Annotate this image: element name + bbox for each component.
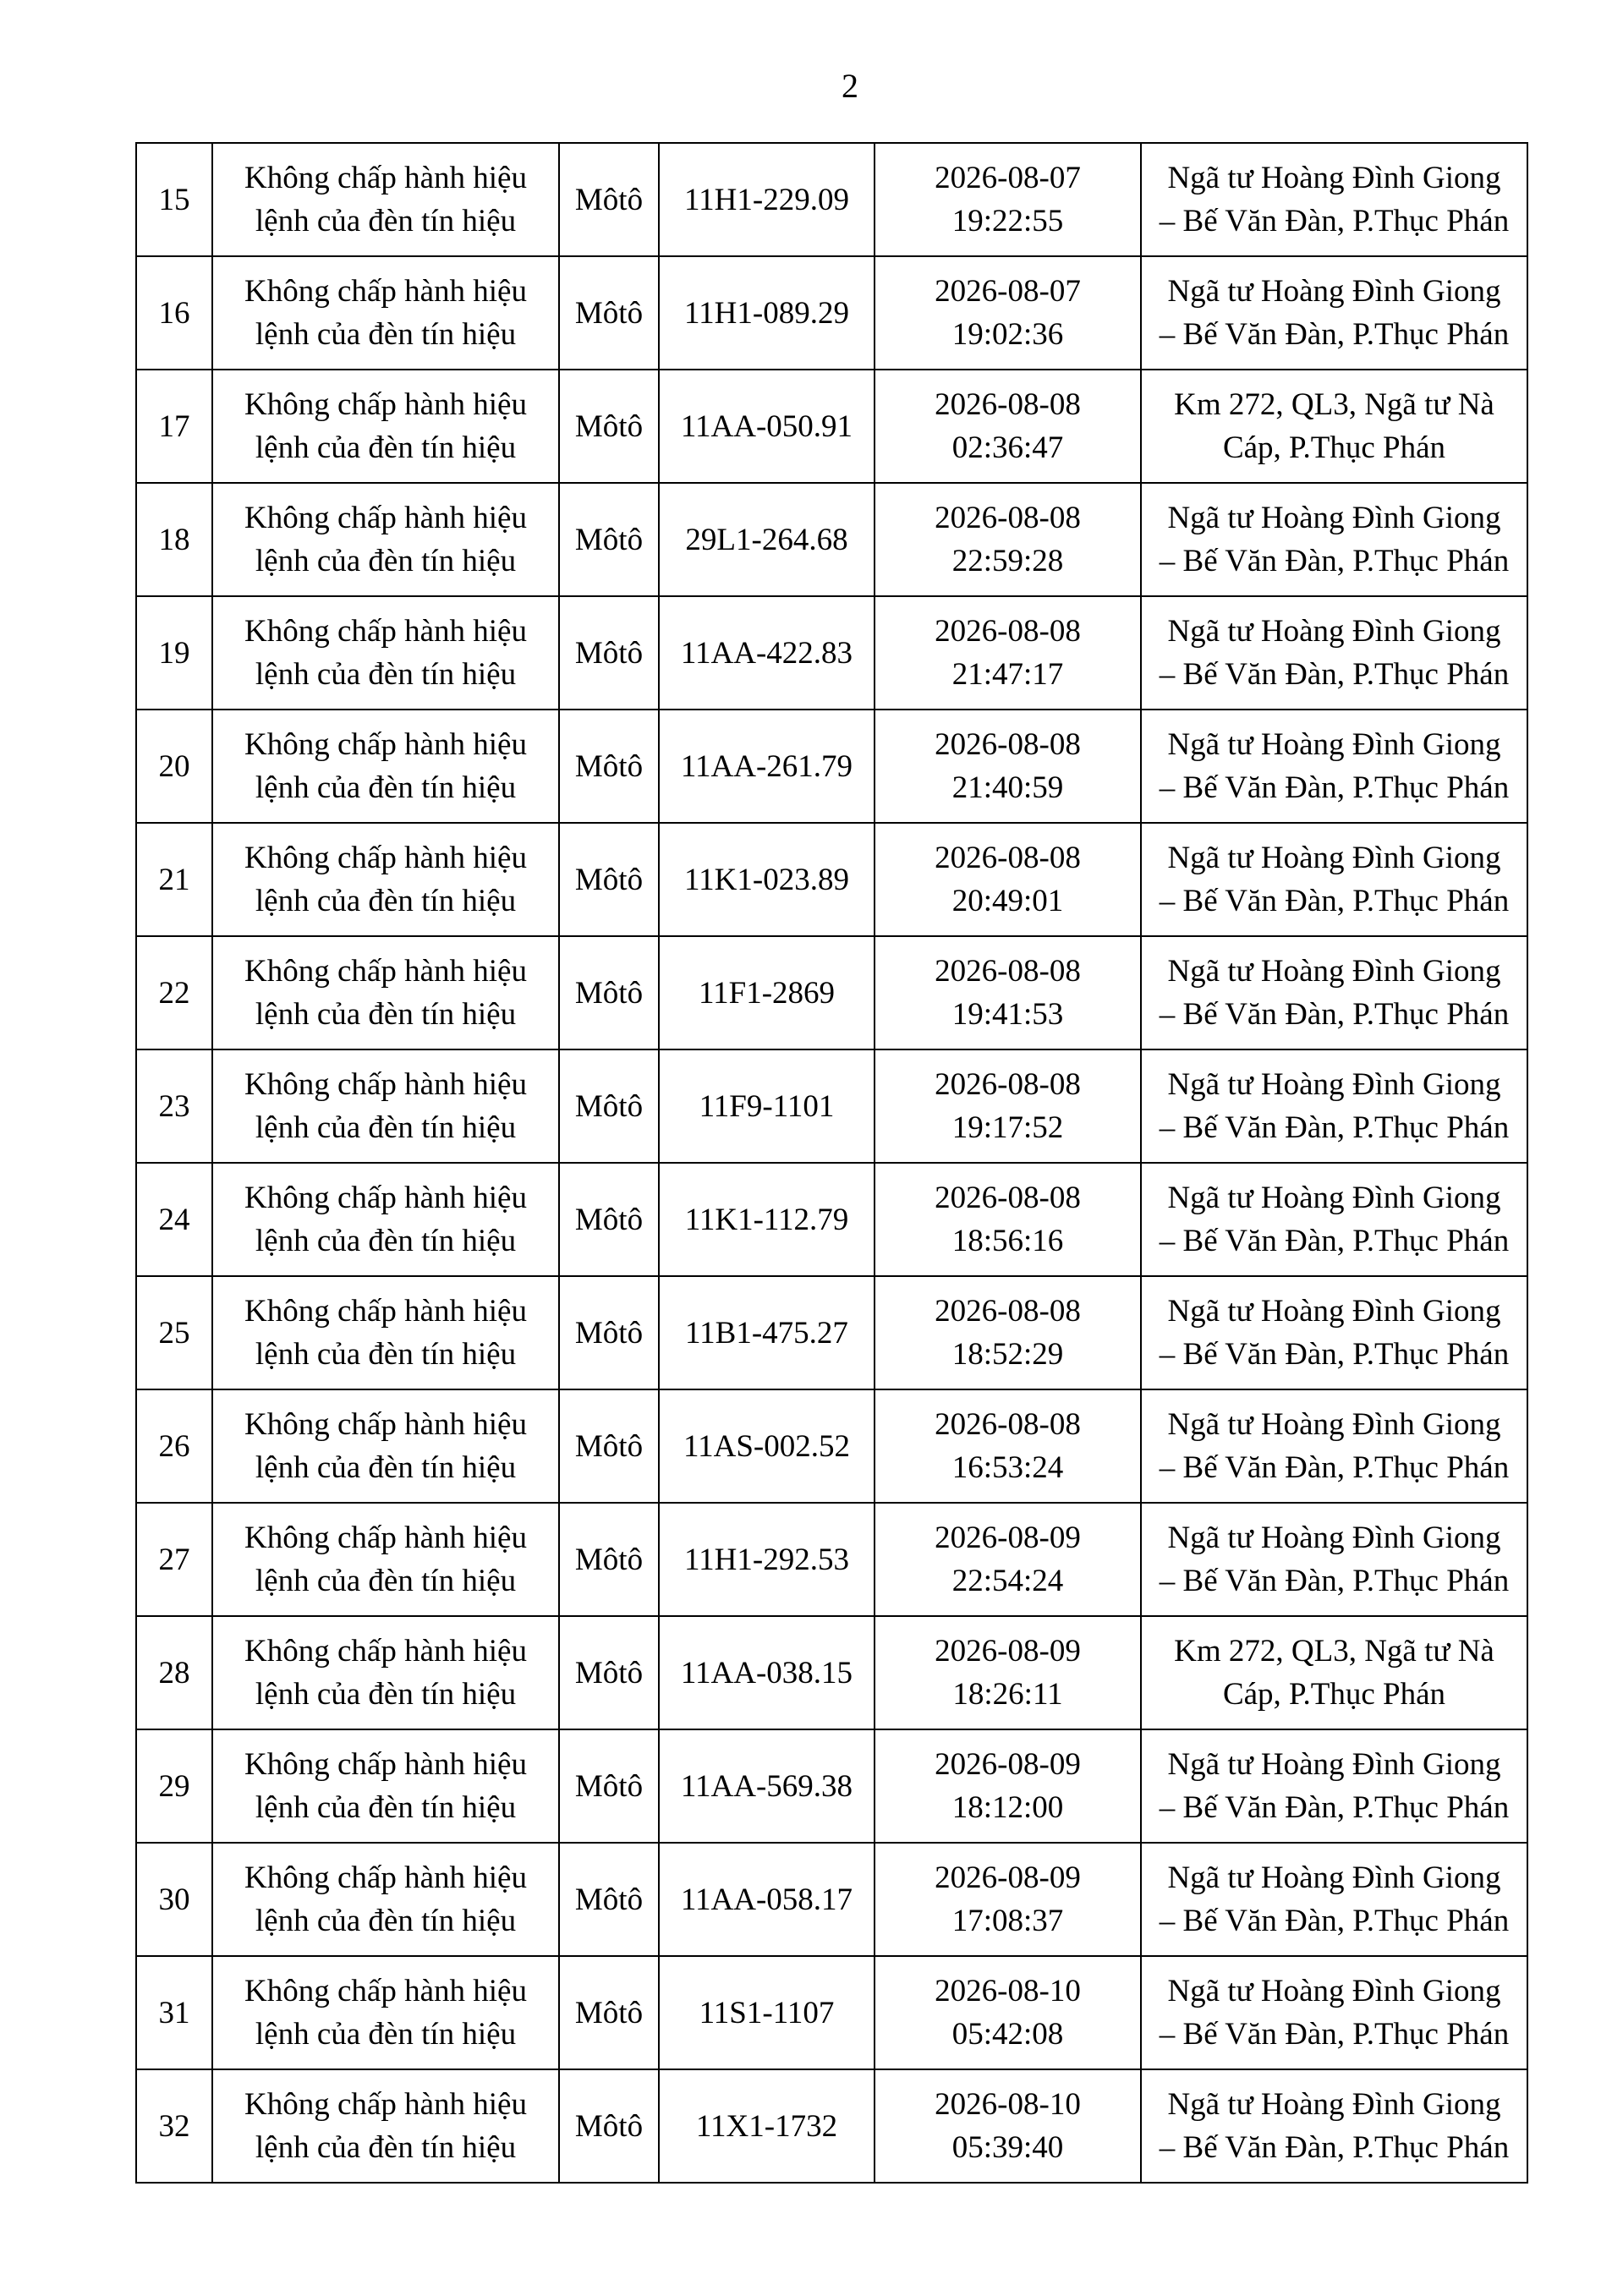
violation-cell-text: lệnh của đèn tín hiệu [255,997,517,1032]
violation-cell [212,143,559,256]
vehicle-type-cell [559,1049,659,1163]
stt-cell [136,256,212,370]
license-plate-cell [659,1163,875,1276]
table-row [136,710,1527,823]
location-cell-text: Ngã tư Hoàng Đình Giong [1167,614,1501,649]
location-cell [1141,2069,1527,2183]
datetime-cell [875,596,1141,710]
violation-cell-text: Không chấp hành hiệu [244,387,527,422]
table-row [136,1049,1527,1163]
vehicle-type-cell [559,256,659,370]
violation-cell-text: Không chấp hành hiệu [244,2087,527,2122]
stt-cell [136,710,212,823]
stt-cell [136,143,212,256]
location-cell-text: Ngã tư Hoàng Đình Giong [1167,501,1501,535]
datetime-cell-text: 2026-08-09 [935,1860,1081,1895]
violation-cell-text: Không chấp hành hiệu [244,1634,527,1669]
violations-table-body [136,143,1527,2183]
location-cell [1141,483,1527,596]
vehicle-type-cell [559,2069,659,2183]
stt-cell [136,1956,212,2069]
violation-cell [212,1729,559,1843]
violation-cell [212,823,559,936]
datetime-cell-text: 2026-08-08 [935,954,1081,989]
location-cell [1141,1956,1527,2069]
table-row [136,1729,1527,1843]
violation-cell-text: lệnh của đèn tín hiệu [255,1677,517,1712]
table-row [136,1163,1527,1276]
datetime-cell [875,1503,1141,1616]
datetime-cell-text: 18:12:00 [951,1790,1064,1825]
datetime-cell [875,936,1141,1049]
stt-cell-text: 25 [158,1315,190,1351]
vehicle-type-cell-text: Môtô [574,295,644,331]
license-plate-cell [659,143,875,256]
vehicle-type-cell-text: Môtô [574,862,644,897]
stt-cell-text: 30 [158,1882,190,1917]
stt-cell-text: 31 [158,1995,190,2030]
location-cell-text: Ngã tư Hoàng Đình Giong [1167,727,1501,762]
location-cell-text: – Bế Văn Đàn, P.Thục Phán [1159,1564,1510,1598]
location-cell-text: Ngã tư Hoàng Đình Giong [1167,274,1501,309]
location-cell [1141,596,1527,710]
location-cell [1141,1843,1527,1956]
stt-cell [136,936,212,1049]
violation-cell-text: Không chấp hành hiệu [244,1067,527,1102]
violation-cell [212,1389,559,1503]
vehicle-type-cell-text: Môtô [574,975,644,1011]
vehicle-type-cell-text: Môtô [574,1995,644,2030]
violation-cell [212,2069,559,2183]
vehicle-type-cell-text: Môtô [574,1655,644,1690]
stt-cell [136,370,212,483]
datetime-cell [875,1843,1141,1956]
datetime-cell [875,1049,1141,1163]
violation-cell-text: Không chấp hành hiệu [244,274,527,309]
violation-cell-text: Không chấp hành hiệu [244,1974,527,2008]
location-cell [1141,710,1527,823]
location-cell-text: Ngã tư Hoàng Đình Giong [1167,1974,1501,2008]
vehicle-type-cell [559,936,659,1049]
license-plate-cell [659,823,875,936]
vehicle-type-cell-text: Môtô [574,182,644,217]
license-plate-cell-text: 11X1-1732 [695,2108,838,2144]
location-cell-text: – Bế Văn Đàn, P.Thục Phán [1159,2130,1510,2165]
location-cell-text: – Bế Văn Đàn, P.Thục Phán [1159,884,1510,918]
violation-cell-text: lệnh của đèn tín hiệu [255,1450,517,1485]
location-cell-text: – Bế Văn Đàn, P.Thục Phán [1159,2017,1510,2052]
violation-cell-text: lệnh của đèn tín hiệu [255,1337,517,1372]
datetime-cell-text: 2026-08-08 [935,841,1081,875]
vehicle-type-cell [559,710,659,823]
vehicle-type-cell [559,1389,659,1503]
license-plate-cell [659,710,875,823]
location-cell [1141,1389,1527,1503]
stt-cell [136,1729,212,1843]
license-plate-cell-text: 11K1-023.89 [684,862,849,897]
location-cell [1141,143,1527,256]
table-row [136,483,1527,596]
violation-cell [212,256,559,370]
location-cell-text: – Bế Văn Đàn, P.Thục Phán [1159,657,1510,692]
vehicle-type-cell-text: Môtô [574,635,644,671]
datetime-cell-text: 21:40:59 [951,770,1064,805]
datetime-cell [875,1389,1141,1503]
violation-cell-text: Không chấp hành hiệu [244,1860,527,1895]
violation-cell [212,1843,559,1956]
datetime-cell [875,1729,1141,1843]
stt-cell [136,1276,212,1389]
location-cell [1141,1049,1527,1163]
table-row [136,143,1527,256]
location-cell [1141,1616,1527,1729]
datetime-cell-text: 2026-08-09 [935,1521,1081,1555]
license-plate-cell-text: 11AA-569.38 [680,1768,853,1804]
stt-cell-text: 32 [158,2108,190,2144]
datetime-cell-text: 2026-08-09 [935,1747,1081,1782]
license-plate-cell [659,1956,875,2069]
table-row [136,1616,1527,1729]
stt-cell-text: 21 [158,862,190,897]
datetime-cell-text: 18:52:29 [951,1337,1064,1372]
violation-cell-text: Không chấp hành hiệu [244,161,527,195]
license-plate-cell-text: 11AA-038.15 [680,1655,853,1690]
license-plate-cell [659,1389,875,1503]
license-plate-cell-text: 11B1-475.27 [685,1315,848,1351]
violation-cell-text: lệnh của đèn tín hiệu [255,1110,517,1145]
vehicle-type-cell [559,1503,659,1616]
location-cell-text: – Bế Văn Đàn, P.Thục Phán [1159,770,1510,805]
location-cell-text: – Bế Văn Đàn, P.Thục Phán [1159,1904,1510,1938]
violation-cell-text: Không chấp hành hiệu [244,501,527,535]
location-cell-text: – Bế Văn Đàn, P.Thục Phán [1159,204,1510,238]
datetime-cell-text: 2026-08-09 [935,1634,1081,1669]
datetime-cell [875,2069,1141,2183]
violation-cell-text: Không chấp hành hiệu [244,727,527,762]
stt-cell [136,2069,212,2183]
datetime-cell [875,1616,1141,1729]
datetime-cell-text: 22:54:24 [951,1564,1064,1598]
datetime-cell [875,1163,1141,1276]
violation-cell-text: Không chấp hành hiệu [244,1407,527,1442]
license-plate-cell [659,1503,875,1616]
location-cell-text: Km 272, QL3, Ngã tư Nà [1174,387,1494,422]
location-cell [1141,936,1527,1049]
datetime-cell [875,370,1141,483]
license-plate-cell-text: 11AA-422.83 [680,635,853,671]
violation-cell-text: lệnh của đèn tín hiệu [255,544,517,578]
datetime-cell-text: 2026-08-08 [935,1181,1081,1215]
stt-cell-text: 24 [158,1202,190,1237]
location-cell-text: Ngã tư Hoàng Đình Giong [1167,1407,1501,1442]
stt-cell-text: 18 [158,522,190,557]
vehicle-type-cell-text: Môtô [574,1088,644,1124]
stt-cell-text: 15 [158,182,190,217]
stt-cell [136,596,212,710]
datetime-cell-text: 19:22:55 [951,204,1064,238]
table-row [136,2069,1527,2183]
license-plate-cell-text: 11H1-089.29 [684,295,849,331]
violation-cell [212,710,559,823]
vehicle-type-cell [559,1163,659,1276]
stt-cell-text: 20 [158,748,190,784]
vehicle-type-cell [559,1276,659,1389]
license-plate-cell-text: 11AS-002.52 [683,1428,850,1464]
datetime-cell-text: 2026-08-10 [935,2087,1081,2122]
location-cell-text: – Bế Văn Đàn, P.Thục Phán [1159,1337,1510,1372]
vehicle-type-cell-text: Môtô [574,408,644,444]
location-cell [1141,1276,1527,1389]
violation-cell [212,1616,559,1729]
license-plate-cell-text: 11AA-261.79 [680,748,853,784]
datetime-cell-text: 20:49:01 [951,884,1064,918]
datetime-cell-text: 2026-08-08 [935,1407,1081,1442]
location-cell [1141,1163,1527,1276]
location-cell-text: Ngã tư Hoàng Đình Giong [1167,954,1501,989]
datetime-cell-text: 2026-08-08 [935,387,1081,422]
vehicle-type-cell-text: Môtô [574,522,644,557]
datetime-cell-text: 2026-08-08 [935,727,1081,762]
vehicle-type-cell [559,1729,659,1843]
location-cell-text: – Bế Văn Đàn, P.Thục Phán [1159,997,1510,1032]
datetime-cell-text: 05:42:08 [951,2017,1064,2052]
license-plate-cell [659,370,875,483]
table-row [136,1843,1527,1956]
location-cell-text: – Bế Văn Đàn, P.Thục Phán [1159,1110,1510,1145]
datetime-cell-text: 18:26:11 [952,1677,1063,1712]
table-row [136,256,1527,370]
location-cell-text: – Bế Văn Đàn, P.Thục Phán [1159,1450,1510,1485]
table-row [136,823,1527,936]
stt-cell [136,1616,212,1729]
location-cell-text: – Bế Văn Đàn, P.Thục Phán [1159,544,1510,578]
violation-cell-text: Không chấp hành hiệu [244,1294,527,1329]
datetime-cell [875,483,1141,596]
location-cell-text: Ngã tư Hoàng Đình Giong [1167,1747,1501,1782]
license-plate-cell-text: 11AA-050.91 [680,408,853,444]
stt-cell-text: 16 [158,295,190,331]
license-plate-cell-text: 11H1-229.09 [684,182,849,217]
vehicle-type-cell-text: Môtô [574,1315,644,1351]
location-cell-text: – Bế Văn Đàn, P.Thục Phán [1159,317,1510,352]
stt-cell [136,483,212,596]
stt-cell-text: 19 [158,635,190,671]
table-row [136,596,1527,710]
license-plate-cell-text: 29L1-264.68 [685,522,848,557]
license-plate-cell-text: 11F1-2869 [698,975,836,1011]
vehicle-type-cell [559,1843,659,1956]
datetime-cell [875,823,1141,936]
violation-cell-text: lệnh của đèn tín hiệu [255,1790,517,1825]
datetime-cell-text: 2026-08-07 [935,161,1081,195]
stt-cell [136,1389,212,1503]
stt-cell-text: 29 [158,1768,190,1804]
stt-cell-text: 26 [158,1428,190,1464]
table-row [136,1503,1527,1616]
violation-cell-text: lệnh của đèn tín hiệu [255,204,517,238]
location-cell-text: Ngã tư Hoàng Đình Giong [1167,841,1501,875]
violation-cell [212,1276,559,1389]
violation-cell-text: Không chấp hành hiệu [244,1521,527,1555]
datetime-cell-text: 2026-08-10 [935,1974,1081,2008]
datetime-cell-text: 19:17:52 [951,1110,1064,1145]
violation-cell-text: lệnh của đèn tín hiệu [255,2017,517,2052]
location-cell-text: Ngã tư Hoàng Đình Giong [1167,1181,1501,1215]
license-plate-cell [659,1276,875,1389]
table-row [136,370,1527,483]
location-cell-text: Ngã tư Hoàng Đình Giong [1167,1521,1501,1555]
violation-cell-text: Không chấp hành hiệu [244,1181,527,1215]
violation-cell-text: lệnh của đèn tín hiệu [255,317,517,352]
datetime-cell-text: 2026-08-08 [935,1294,1081,1329]
location-cell-text: Cáp, P.Thục Phán [1222,1677,1446,1712]
datetime-cell [875,256,1141,370]
location-cell [1141,370,1527,483]
violation-cell-text: Không chấp hành hiệu [244,1747,527,1782]
location-cell-text: – Bế Văn Đàn, P.Thục Phán [1159,1790,1510,1825]
vehicle-type-cell-text: Môtô [574,748,644,784]
license-plate-cell-text: 11H1-292.53 [684,1542,849,1577]
violation-cell-text: lệnh của đèn tín hiệu [255,1224,517,1258]
location-cell-text: Ngã tư Hoàng Đình Giong [1167,1860,1501,1895]
location-cell [1141,256,1527,370]
vehicle-type-cell-text: Môtô [574,1542,644,1577]
location-cell [1141,1503,1527,1616]
stt-cell [136,1503,212,1616]
datetime-cell-text: 22:59:28 [951,544,1064,578]
license-plate-cell [659,1843,875,1956]
license-plate-cell-text: 11F9-1101 [699,1088,835,1124]
datetime-cell [875,1956,1141,2069]
license-plate-cell [659,936,875,1049]
stt-cell-text: 17 [158,408,190,444]
datetime-cell-text: 05:39:40 [951,2130,1064,2165]
stt-cell [136,823,212,936]
violation-cell-text: lệnh của đèn tín hiệu [255,884,517,918]
location-cell-text: Ngã tư Hoàng Đình Giong [1167,1294,1501,1329]
datetime-cell [875,1276,1141,1389]
violation-cell [212,936,559,1049]
location-cell-text: – Bế Văn Đàn, P.Thục Phán [1159,1224,1510,1258]
datetime-cell-text: 17:08:37 [951,1904,1064,1938]
location-cell-text: Km 272, QL3, Ngã tư Nà [1174,1634,1494,1669]
vehicle-type-cell [559,823,659,936]
vehicle-type-cell [559,596,659,710]
violation-cell-text: lệnh của đèn tín hiệu [255,770,517,805]
datetime-cell-text: 16:53:24 [951,1450,1064,1485]
stt-cell [136,1163,212,1276]
location-cell-text: Ngã tư Hoàng Đình Giong [1167,1067,1501,1102]
license-plate-cell [659,256,875,370]
page-number: 2 [842,67,858,105]
violation-cell [212,370,559,483]
stt-cell-text: 23 [158,1088,190,1124]
violation-cell [212,1503,559,1616]
vehicle-type-cell [559,1616,659,1729]
location-cell-text: Ngã tư Hoàng Đình Giong [1167,2087,1501,2122]
table-row [136,936,1527,1049]
datetime-cell [875,143,1141,256]
vehicle-type-cell [559,370,659,483]
license-plate-cell-text: 11K1-112.79 [684,1202,849,1237]
stt-cell-text: 27 [158,1542,190,1577]
table-row [136,1389,1527,1503]
vehicle-type-cell-text: Môtô [574,1202,644,1237]
location-cell-text: Ngã tư Hoàng Đình Giong [1167,161,1501,195]
location-cell [1141,1729,1527,1843]
location-cell [1141,823,1527,936]
license-plate-cell [659,483,875,596]
vehicle-type-cell [559,1956,659,2069]
vehicle-type-cell-text: Môtô [574,1768,644,1804]
datetime-cell-text: 2026-08-08 [935,501,1081,535]
datetime-cell-text: 02:36:47 [951,430,1064,465]
datetime-cell [875,710,1141,823]
table-row [136,1956,1527,2069]
license-plate-cell-text: 11AA-058.17 [680,1882,853,1917]
license-plate-cell [659,596,875,710]
violation-cell [212,1956,559,2069]
datetime-cell-text: 2026-08-08 [935,614,1081,649]
violation-cell-text: Không chấp hành hiệu [244,954,527,989]
datetime-cell-text: 19:41:53 [951,997,1064,1032]
datetime-cell-text: 19:02:36 [951,317,1064,352]
violations-table [135,142,1528,2184]
vehicle-type-cell-text: Môtô [574,1882,644,1917]
vehicle-type-cell-text: Môtô [574,1428,644,1464]
datetime-cell-text: 18:56:16 [951,1224,1064,1258]
datetime-cell-text: 2026-08-08 [935,1067,1081,1102]
datetime-cell-text: 2026-08-07 [935,274,1081,309]
violation-cell-text: Không chấp hành hiệu [244,841,527,875]
table-row [136,1276,1527,1389]
stt-cell [136,1049,212,1163]
violation-cell-text: lệnh của đèn tín hiệu [255,657,517,692]
license-plate-cell [659,2069,875,2183]
violation-cell [212,483,559,596]
violation-cell [212,1163,559,1276]
license-plate-cell [659,1729,875,1843]
violation-cell-text: Không chấp hành hiệu [244,614,527,649]
violation-cell-text: lệnh của đèn tín hiệu [255,1564,517,1598]
stt-cell-text: 22 [158,975,190,1011]
license-plate-cell [659,1616,875,1729]
stt-cell-text: 28 [158,1655,190,1690]
stt-cell [136,1843,212,1956]
datetime-cell-text: 21:47:17 [951,657,1064,692]
violation-cell-text: lệnh của đèn tín hiệu [255,1904,517,1938]
violation-cell [212,596,559,710]
vehicle-type-cell [559,143,659,256]
violation-cell-text: lệnh của đèn tín hiệu [255,430,517,465]
violation-cell-text: lệnh của đèn tín hiệu [255,2130,517,2165]
license-plate-cell [659,1049,875,1163]
vehicle-type-cell-text: Môtô [574,2108,644,2144]
vehicle-type-cell [559,483,659,596]
violation-cell [212,1049,559,1163]
location-cell-text: Cáp, P.Thục Phán [1222,430,1446,465]
license-plate-cell-text: 11S1-1107 [699,1995,835,2030]
